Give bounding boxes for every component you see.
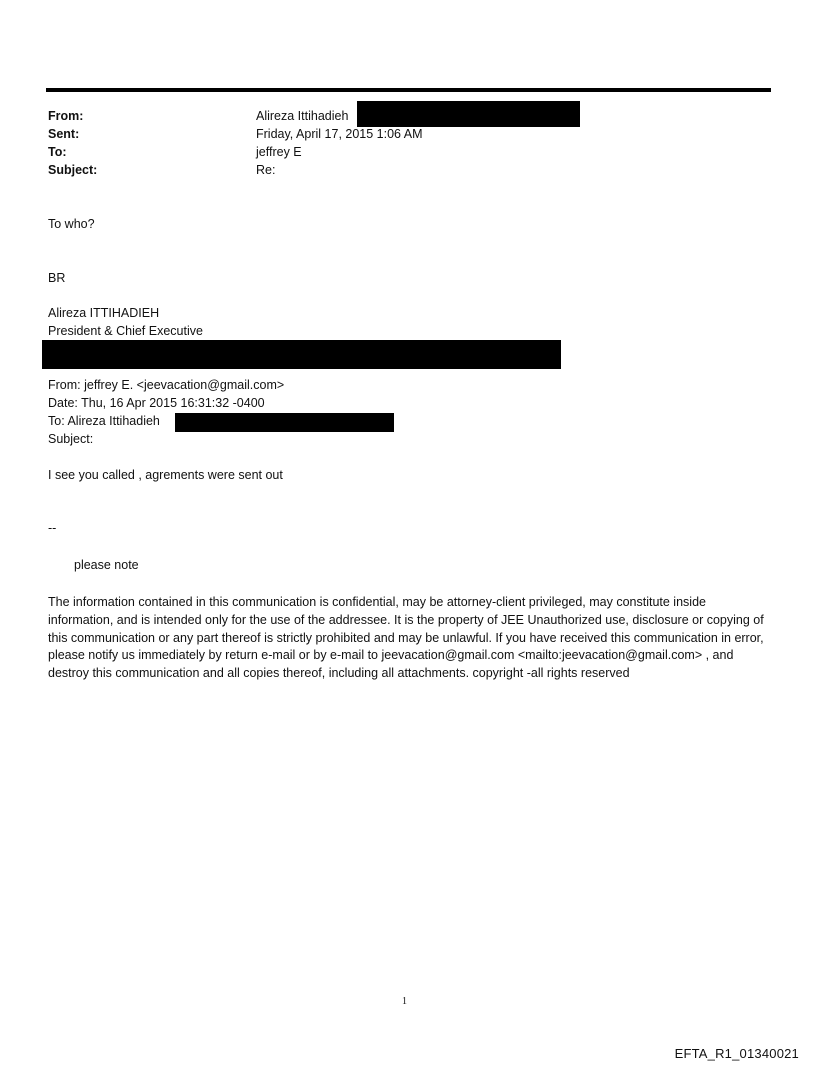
page-number: 1 (402, 996, 407, 1007)
sent-label: Sent: (48, 127, 80, 141)
subject-label: Subject: (48, 163, 98, 177)
bates-number: EFTA_R1_01340021 (674, 1046, 799, 1061)
quoted-message: I see you called , agrements were sent out (48, 468, 283, 482)
reply-line-2: BR (48, 271, 66, 285)
from-value: Alireza Ittihadieh (256, 109, 349, 123)
sent-value: Friday, April 17, 2015 1:06 AM (256, 127, 423, 141)
signature-name: Alireza ITTIHADIEH (48, 306, 160, 320)
subject-value: Re: (256, 163, 276, 177)
quoted-to: To: Alireza Ittihadieh (48, 414, 160, 428)
redaction-from-email (357, 101, 580, 127)
redaction-to-email (175, 413, 394, 432)
to-label: To: (48, 145, 67, 159)
quoted-from: From: jeffrey E. <jeevacation@gmail.com> (48, 378, 285, 392)
reply-line-1: To who? (48, 217, 95, 231)
signature-title: President & Chief Executive (48, 324, 203, 338)
redaction-signature (42, 340, 561, 369)
please-note: please note (74, 558, 139, 572)
to-value: jeffrey E (256, 145, 302, 159)
quoted-date: Date: Thu, 16 Apr 2015 16:31:32 -0400 (48, 396, 265, 410)
confidentiality-disclaimer: The information contained in this communication is confidential, may be attorney-client privileged, may constitute inside information, and is intended only for the use of the addressee. It is the property of JEE Unauthorized use, disclosure or copying of this communication or any part thereof is strictly prohibited and may be unlawful. If you have received this communication in error, please notify us immediately by return e-mail or by e-mail to jeevacation@gmail.com <mailto:jeevacation@gmail.com> , and destroy this communication and all copies thereof, including all attachments. copyright -all rights reserved (48, 595, 764, 681)
from-label: From: (48, 109, 84, 123)
header-rule (46, 88, 771, 92)
quoted-subject: Subject: (48, 432, 94, 446)
signature-dashes: -- (48, 521, 57, 535)
